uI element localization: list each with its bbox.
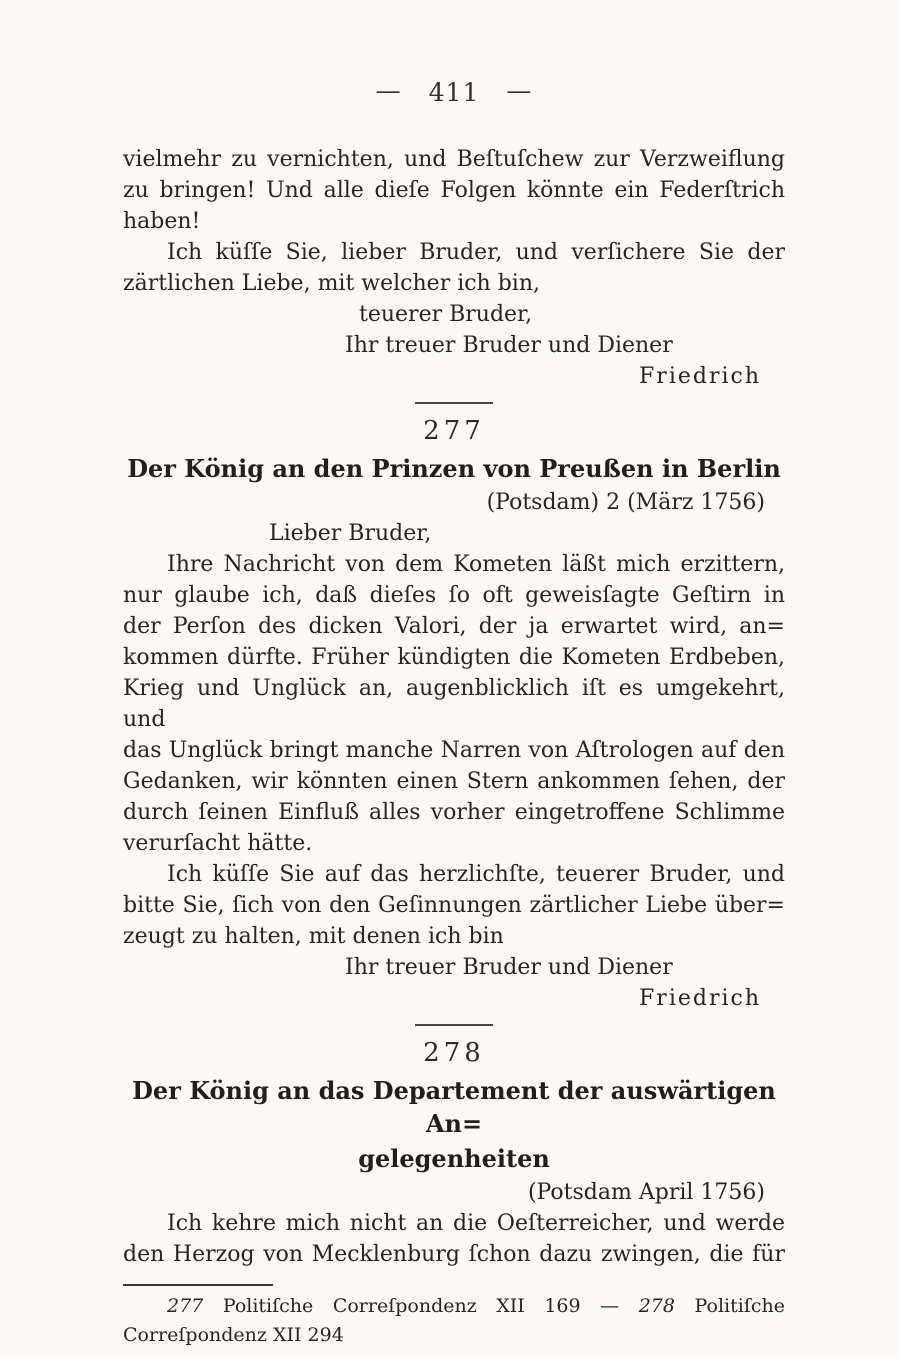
body-line: den Herzog von Mecklenburg ſchon dazu zwingen, die für: [123, 1242, 785, 1267]
letter-278-heading-line: Der König an das Departement der auswärtigen An=: [132, 1076, 776, 1138]
body-line: bitte Sie, ſich von den Geſinnungen zärtlicher Liebe über=: [123, 893, 785, 918]
body-line: Ich kehre mich nicht an die Oeſterreicher, und werde: [167, 1211, 785, 1236]
body-line: Krieg und Unglück an, augenblicklich iſt es umgekehrt, und: [123, 676, 785, 732]
section-divider-rule: [415, 1024, 493, 1026]
body-line: kommen dürfte. Früher kündigten die Kometen Erdbeben,: [123, 645, 785, 670]
body-line: zu bringen! Und alle dieſe Folgen könnte ein Federſtrich: [123, 178, 785, 203]
letter-278-dateline: (Potsdam April 1756): [527, 1180, 765, 1205]
body-line: Ich küſſe Sie auf das herzlichſte, teuerer Bruder, und: [167, 862, 785, 887]
letter-278-number: 278: [423, 1038, 485, 1068]
body-line: Ich küſſe Sie, lieber Bruder, und verſichere Sie der: [167, 240, 785, 265]
footnote-line: [123, 1292, 785, 1321]
footnote-line: Correſpondenz XII 294: [123, 1324, 344, 1346]
footnote-ref-text: Politiſche: [694, 1295, 786, 1317]
section-divider-rule: [415, 402, 493, 404]
footnote-ref-number: 277: [167, 1295, 204, 1317]
footnote-rule: [123, 1284, 273, 1286]
footnote-separator-dash: —: [600, 1295, 620, 1317]
valediction-line: Ihr treuer Bruder und Diener: [345, 333, 673, 358]
footnote-ref-number: 278: [638, 1295, 675, 1317]
body-line: zärtlichen Liebe, mit welcher ich bin,: [123, 271, 541, 296]
body-line: durch ſeinen Einfluß alles vorher eingetroffene Schlimme: [123, 800, 785, 825]
body-line: Gedanken, wir könnten einen Stern ankommen ſehen, der: [123, 769, 785, 794]
body-line: haben!: [123, 209, 201, 234]
body-line: Ihre Nachricht von dem Kometen läßt mich erzittern,: [167, 552, 785, 577]
letter-277-dateline: (Potsdam) 2 (März 1756): [486, 490, 765, 515]
page-number: 411: [428, 78, 480, 107]
footnote-ref-text: Politiſche Correſpondenz XII 169: [222, 1295, 581, 1317]
valediction-line: Ihr treuer Bruder und Diener: [345, 955, 673, 980]
letter-277-number: 277: [423, 416, 485, 446]
header-left-dash: —: [375, 76, 402, 105]
letter-277-salutation: Lieber Bruder,: [269, 521, 432, 546]
body-line: nur glaube ich, daß dieſes ſo oft geweisſagte Geſtirn in: [123, 583, 785, 608]
text-block: [123, 78, 785, 1350]
body-line: das Unglück bringt manche Narren von Aſtrologen auf den: [123, 738, 785, 763]
signature: Friedrich: [639, 986, 761, 1011]
body-line: der Perſon des dicken Valori, der ja erwartet wird, an=: [123, 614, 785, 639]
body-line: zeugt zu halten, mit denen ich bin: [123, 924, 504, 949]
letter-277-heading: Der König an den Prinzen von Preußen in Berlin: [127, 454, 781, 483]
page-header: [123, 78, 785, 108]
letter-278-heading-line: gelegenheiten: [358, 1144, 550, 1173]
valediction-line: teuerer Bruder,: [359, 302, 533, 327]
signature: Friedrich: [639, 364, 761, 389]
header-right-dash: —: [506, 76, 533, 105]
body-line: verurſacht hätte.: [123, 831, 313, 856]
body-line: vielmehr zu vernichten, und Beſtuſchew zur Verzweiflung: [123, 147, 785, 172]
